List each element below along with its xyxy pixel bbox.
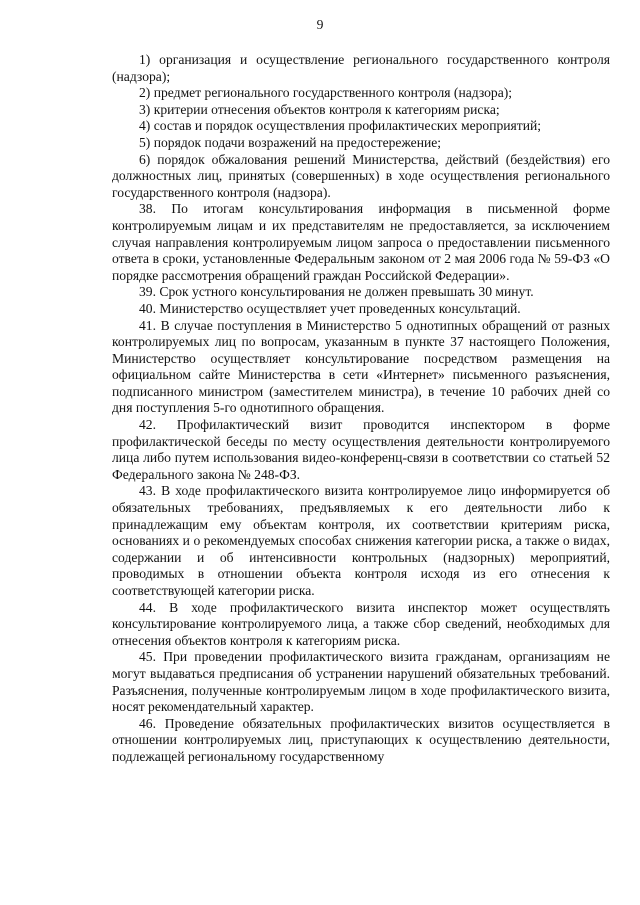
paragraph-45: 45. При проведении профилактического визита гражданам, организациям не могут выдаваться предписания об устранении нарушений обязательных требований. Разъяснения, полученные контролируемым лицом в ходе профилактического визита, носят рекомендательный характер.	[112, 649, 610, 715]
paragraph-46: 46. Проведение обязательных профилактических визитов осуществляется в отношении контролируемых лиц, приступающих к осуществлению деятельности, подлежащей региональному государственному	[112, 715, 610, 764]
list-item: 5) порядок подачи возражений на предостережение;	[139, 134, 442, 150]
paragraph-40: 40. Министерство осуществляет учет проведенных консультаций.	[139, 300, 521, 316]
paragraph-38: 38. По итогам консультирования информация в письменной форме контролируемым лицам и их представителям не предоставляется, за исключением случая направления контролируемым лицом запроса о предоставлении письменного ответа в сроки, установленные Федеральным законом от 2 мая 2006 года № 59-ФЗ «О порядке рассмотрения обращений граждан Российской Федерации».	[112, 201, 610, 283]
document-body	[112, 52, 610, 766]
list-item: 4) состав и порядок осуществления профилактических мероприятий;	[139, 118, 542, 134]
paragraph-42: 42. Профилактический визит проводится инспектором в форме профилактической беседы по месту осуществления деятельности контролируемого лица либо путем использования видео-конференц-связи в соответствии со статьей 52 Федерального закона № 248-ФЗ.	[112, 417, 610, 482]
paragraph-43: 43. В ходе профилактического визита контролируемое лицо информируется об обязательных требованиях, предъявляемых к его деятельности либо к принадлежащим ему объектам контроля, их соответствии критериям риска, основаниях и о рекомендуемых способах снижения категории риска, а также о видах, содержании и об интенсивности контрольных (надзорных) мероприятий, проводимых в отношении объекта контроля исходя из его отнесения к соответствующей категории риска.	[112, 483, 610, 598]
list-item: 3) критерии отнесения объектов контроля к категориям риска;	[139, 101, 500, 117]
paragraph-41: 41. В случае поступления в Министерство 5 однотипных обращений от разных контролируемых лиц по вопросам, указанным в пункте 37 настоящего Положения, Министерство осуществляет консультирование посредством размещения на официальном сайте Министерства в сети «Интернет» письменного разъяснения, подписанного министром (заместителем министра), в течение 10 рабочих дней со дня поступления 5-го однотипного обращения.	[112, 317, 610, 416]
list-item: 2) предмет регионального государственного контроля (надзора);	[139, 85, 513, 101]
paragraph-44: 44. В ходе профилактического визита инспектор может осуществлять консультирование контролируемого лица, а также сбор сведений, необходимых для отнесения объектов контроля к категориям риска.	[112, 599, 610, 648]
list-item: 6) порядок обжалования решений Министерства, действий (бездействия) его должностных лиц, принятых (совершенных) в ходе осуществления регионального государственного контроля (надзора).	[112, 151, 610, 200]
paragraph-39: 39. Срок устного консультирования не должен превышать 30 минут.	[139, 284, 534, 300]
page-number: 9	[316, 17, 324, 32]
list-item: 1) организация и осуществление регионального государственного контроля (надзора);	[112, 52, 610, 84]
